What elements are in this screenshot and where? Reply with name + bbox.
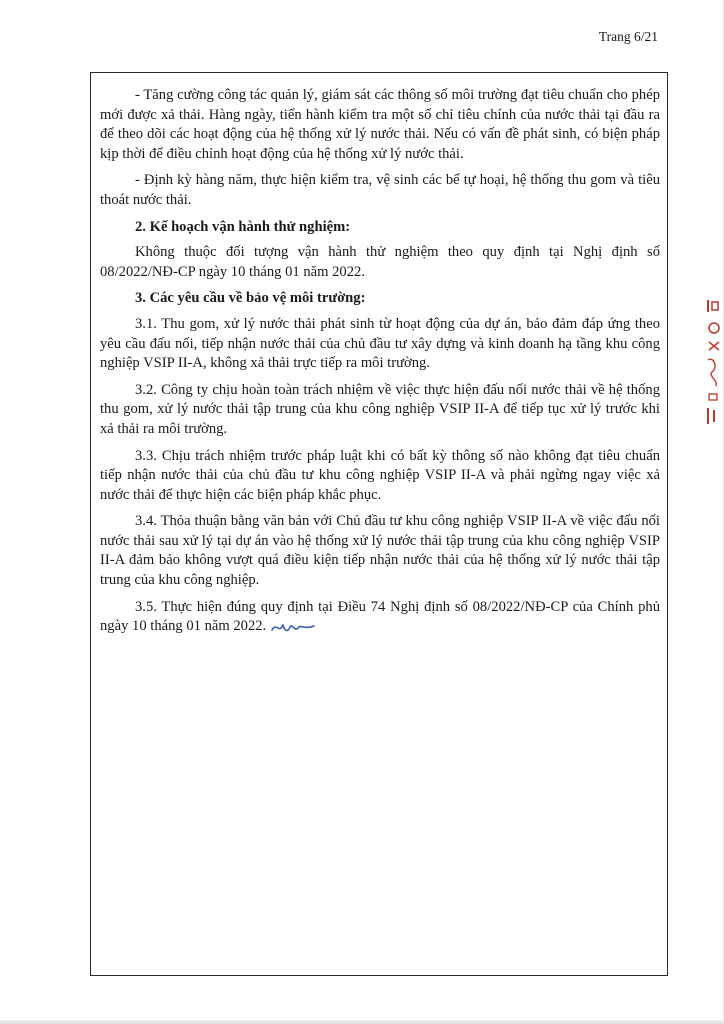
item-3-5-text: 3.5. Thực hiện đúng quy định tại Điều 74 Nghị định số 08/2022/NĐ-CP của Chính phủ ngày 10 tháng 01 năm 2022. (100, 598, 660, 635)
scan-bottom-edge (0, 1020, 724, 1024)
item-3-5 (100, 598, 660, 637)
item-3-1: 3.1. Thu gom, xử lý nước thải phát sinh từ hoạt động của dự án, bảo đảm đáp ứng theo yêu cầu đấu nối, tiếp nhận nước thải của chủ đầu tư xây dựng và kinh doanh hạ tầng khu công nghiệp VSIP II-A, không xả thải trực tiếp ra môi trường. (100, 315, 660, 372)
item-3-2: 3.2. Công ty chịu hoàn toàn trách nhiệm về việc thực hiện đấu nối nước thải về hệ thống thu gom, xử lý nước thải tập trung của khu công nghiệp VSIP II-A để tiếp tục xử lý trước khi xả thải ra môi trường. (100, 381, 660, 437)
paragraph-periodic-check: - Định kỳ hàng năm, thực hiện kiểm tra, vệ sinh các bể tự hoại, hệ thống thu gom và tiêu thoát nước thải. (100, 172, 660, 208)
initial-signature-icon (270, 618, 316, 636)
heading-trial-operation-plan: 2. Kế hoạch vận hành thử nghiệm: (135, 218, 351, 235)
item-3-3: 3.3. Chịu trách nhiệm trước pháp luật khi có bất kỳ thông số nào không đạt tiêu chuẩn tiếp nhận nước thải của chủ đầu tư khu công nghiệp VSIP II-A và phải ngừng ngay việc xả nước thải để thực hiện các biện pháp khắc phục. (100, 447, 660, 503)
paragraph-monitoring: - Tăng cường công tác quản lý, giám sát các thông số môi trường đạt tiêu chuẩn cho phép mới được xả thải. Hàng ngày, tiến hành kiểm tra một số chỉ tiêu chính của nước thải tại đầu ra để theo dõi các hoạt động của hệ thống xử lý nước thải. Nếu có vấn đề phát sinh, có biện pháp kịp thời để điều chỉnh hoạt động của hệ thống xử lý nước thải. (100, 87, 660, 162)
page-number: Trang 6/21 (598, 29, 658, 44)
edge-seal-stamp-icon (704, 298, 722, 428)
document-body (100, 86, 660, 644)
paragraph-trial-operation: Không thuộc đối tượng vận hành thử nghiệm theo quy định tại Nghị định số 08/2022/NĐ-CP ngày 10 tháng 01 năm 2022. (100, 244, 660, 280)
item-3-4: 3.4. Thỏa thuận bằng văn bản với Chủ đầu tư khu công nghiệp VSIP II-A về việc đấu nối nước thải sau xử lý tại dự án vào hệ thống xử lý nước thải tập trung của khu công nghiệp VSIP II-A đảm bảo không vượt quá điều kiện tiếp nhận nước thải của hệ thống xử lý nước thải tập trung của khu công nghiệp. (100, 513, 660, 589)
heading-environmental-requirements: 3. Các yêu cầu về bảo vệ môi trường: (135, 290, 366, 307)
